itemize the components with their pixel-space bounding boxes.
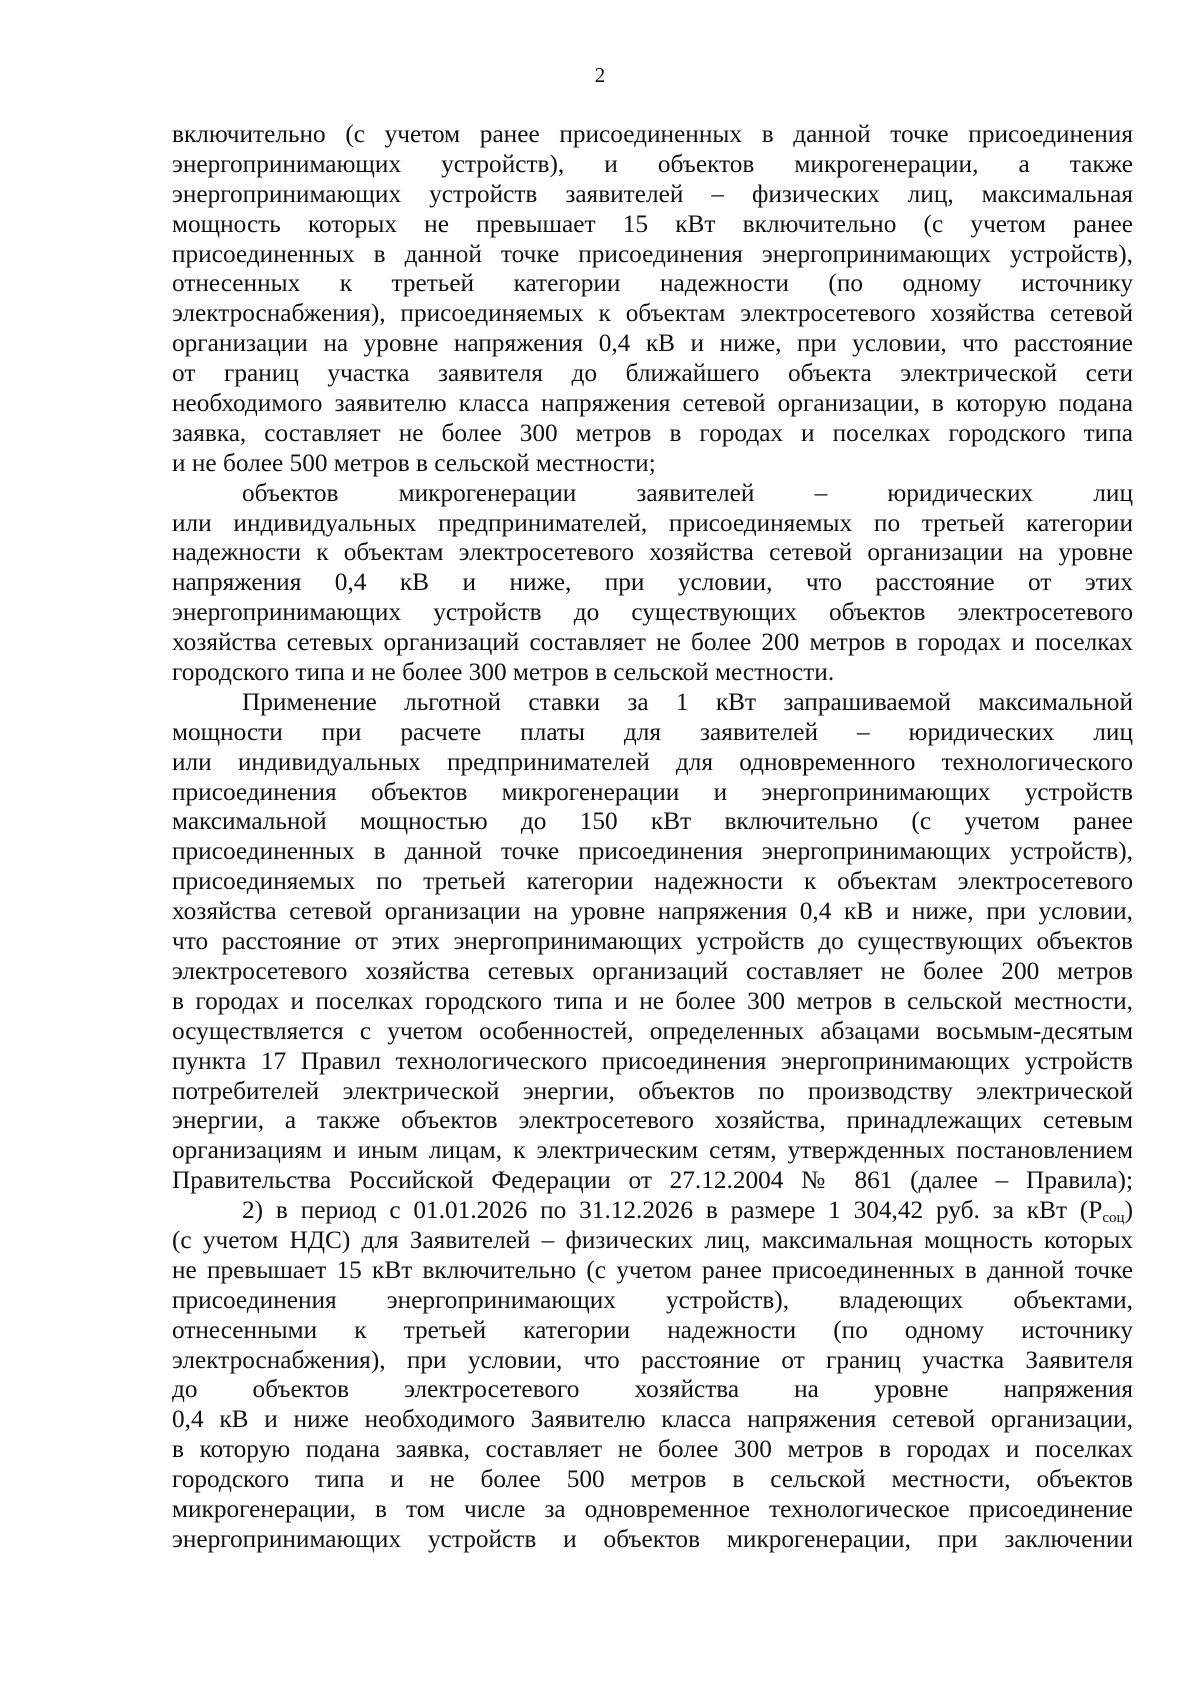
text-line: что расстояние от этих энергопринимающих устройств до существующих объектов <box>172 927 1133 956</box>
text-line: микрогенерации, в том числе за одновременное технологическое присоединение <box>172 1494 1133 1523</box>
text-line: Правительства Российской Федерации от 27.12.2004 № 861 (далее – Правила); <box>172 1166 1133 1195</box>
text-line: в городах и поселках городского типа и не более 300 метров в сельской местности, <box>172 986 1133 1015</box>
text-line: энергии, а также объектов электросетевого хозяйства, принадлежащих сетевым <box>172 1106 1133 1135</box>
text-line: пункта 17 Правил технологического присоединения энергопринимающих устройств <box>172 1046 1133 1075</box>
text-line: заявка, составляет не более 300 метров в городах и поселках городского типа <box>172 418 1133 447</box>
text-line: городского типа и не более 300 метров в сельской местности. <box>172 658 835 687</box>
text-line: потребителей электрической энергии, объектов по производству электрической <box>172 1076 1133 1105</box>
text-line: мощность которых не превышает 15 кВт включительно (с учетом ранее <box>172 209 1133 238</box>
text-line: в которую подана заявка, составляет не более 300 метров в городах и поселках <box>172 1435 1133 1464</box>
text-line: осуществляется с учетом особенностей, определенных абзацами восьмым-десятым <box>172 1016 1133 1045</box>
text-line: присоединяемых по третьей категории надежности к объектам электросетевого <box>172 867 1133 896</box>
text-line: городского типа и не более 500 метров в сельской местности, объектов <box>172 1465 1133 1494</box>
text-line: напряжения 0,4 кВ и ниже, при условии, что расстояние от этих <box>172 568 1133 597</box>
text-line: присоединенных в данной точке присоединения энергопринимающих устройств), <box>172 837 1133 866</box>
paragraph-preferential-rate <box>172 688 1133 1196</box>
text-line: от границ участка заявителя до ближайшего объекта электрической сети <box>172 359 1133 388</box>
text-line: электроснабжения), при условии, что расстояние от границ участка Заявителя <box>172 1345 1133 1374</box>
text-line: максимальной мощностью до 150 кВт включительно (с учетом ранее <box>172 807 1133 836</box>
text-line: отнесенных к третьей категории надежности (по одному источнику <box>172 269 1133 298</box>
text-line: (с учетом НДС) для Заявителей – физических лиц, максимальная мощность которых <box>172 1225 1133 1254</box>
text-line: присоединения энергопринимающих устройств), владеющих объектами, <box>172 1285 1133 1314</box>
paragraph-continuation <box>172 120 1133 479</box>
text-segment: 2) в период с 01.01.2026 по 31.12.2026 в размере 1 304,42 руб. за кВт (P <box>242 1196 1103 1225</box>
page-number: 2 <box>594 63 606 87</box>
subscript: соц <box>1102 1210 1125 1227</box>
document-body <box>172 120 1133 1555</box>
paragraph-item-2 <box>172 1196 1133 1555</box>
text-line: не превышает 15 кВт включительно (с учетом ранее присоединенных в данной точке <box>172 1255 1133 1284</box>
text-line: до объектов электросетевого хозяйства на уровне напряжения <box>172 1375 1133 1404</box>
paragraph-microgeneration <box>172 479 1133 688</box>
text-line: организациям и иным лицам, к электрическим сетям, утвержденных постановлением <box>172 1136 1133 1165</box>
text-line: отнесенными к третьей категории надежности (по одному источнику <box>172 1315 1133 1344</box>
text-line: хозяйства сетевых организаций составляет не более 200 метров в городах и поселках <box>172 628 1133 657</box>
text-line: энергопринимающих устройств до существующих объектов электросетевого <box>172 598 1133 627</box>
text-line: включительно (с учетом ранее присоединенных в данной точке присоединения <box>172 120 1133 148</box>
text-line: хозяйства сетевой организации на уровне напряжения 0,4 кВ и ниже, при условии, <box>172 897 1133 926</box>
text-line: или индивидуальных предпринимателей для одновременного технологического <box>172 747 1133 776</box>
text-line: энергопринимающих устройств заявителей – физических лиц, максимальная <box>172 179 1133 208</box>
text-line: 0,4 кВ и ниже необходимого Заявителю класса напряжения сетевой организации, <box>172 1405 1133 1434</box>
text-line: Применение льготной ставки за 1 кВт запрашиваемой максимальной <box>242 687 1133 716</box>
text-line: присоединенных в данной точке присоединения энергопринимающих устройств), <box>172 239 1133 268</box>
text-line: энергопринимающих устройств), и объектов микрогенерации, а также <box>172 149 1133 178</box>
text-segment: ) <box>1124 1196 1133 1225</box>
text-line: мощности при расчете платы для заявителей – юридических лиц <box>172 717 1133 746</box>
text-line: электроснабжения), присоединяемых к объектам электросетевого хозяйства сетевой <box>172 299 1133 328</box>
text-line: объектов микрогенерации заявителей – юридических лиц <box>242 478 1133 507</box>
text-line: энергопринимающих устройств и объектов микрогенерации, при заключении <box>172 1524 1133 1553</box>
text-line: присоединения объектов микрогенерации и энергопринимающих устройств <box>172 777 1133 806</box>
text-line: электросетевого хозяйства сетевых организаций составляет не более 200 метров <box>172 956 1133 985</box>
text-line: или индивидуальных предпринимателей, присоединяемых по третьей категории <box>172 508 1133 537</box>
text-line: необходимого заявителю класса напряжения сетевой организации, в которую подана <box>172 389 1133 418</box>
text-line: организации на уровне напряжения 0,4 кВ и ниже, при условии, что расстояние <box>172 329 1133 358</box>
text-line <box>172 1196 1133 1226</box>
text-line: надежности к объектам электросетевого хозяйства сетевой организации на уровне <box>172 538 1133 567</box>
text-line: и не более 500 метров в сельской местности; <box>172 448 656 477</box>
